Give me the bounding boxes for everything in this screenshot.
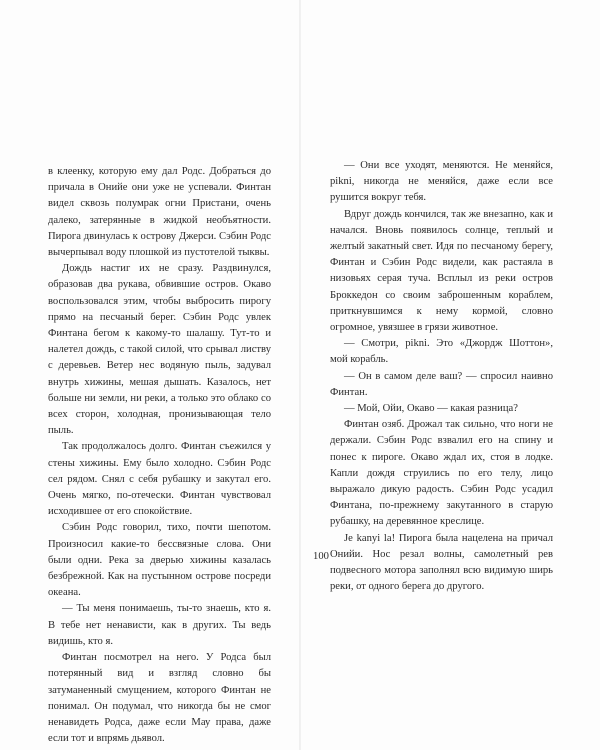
paragraph: — Мой, Ойи, Окаво — какая разница?	[344, 403, 518, 415]
paragraph: Финтан посмотрел на него. У Родса был потерянный вид и взгляд словно бы затуманенный смущением, которого Финтан не понимал. Он подумал, что никогда бы не смог ненавидеть Родса, даже если Мау права, даже если тот и впрямь дьявол.	[48, 652, 271, 745]
paragraph: — Смотри, pikni. Это «Джордж Шоттон», мой корабль.	[330, 338, 553, 366]
page-number: 100	[313, 551, 329, 562]
paragraph: — Он в самом деле ваш? — спросил наивно Финтан.	[330, 370, 553, 398]
paragraph: в клеенку, которую ему дал Родс. Добраться до причала в Онийе они уже не успевали. Финтан видел сквозь полумрак огни Пристани, очень далеко, затерянные в жидкой необъятности. Пирога двинулась к острову Джерси. Сэбин Родс вычерпывал воду плошкой из пустотелой тыквы.	[48, 166, 271, 259]
paragraph: Дождь настиг их не сразу. Раздвинулся, образовав два рукава, обвившие остров. Окаво воспользовался этим, чтобы выбросить пирогу прямо на песчаный берег. Сэбин Родс увлек Финтана бегом к какому-то шалашу. Тут-то и налетел дождь, с такой силой, что срывал листву с деревьев. Ветер нес водяную пыль, задувал внутрь хижины, мешая дышать. Казалось, нет больше ни земли, ни реки, а только это облако со всех сторон, холодная, пронизывающая тело пыль.	[48, 263, 271, 437]
paragraph: — Они все уходят, меняются. Не меняйся, pikni, никогда не меняйся, даже если все рушится вокруг тебя.	[330, 160, 553, 204]
paragraph: Сэбин Родс говорил, тихо, почти шепотом. Произносил какие-то бессвязные слова. Они были одни. Река за дверью хижины казалась безбрежной. Как на пустынном острове посреди океана.	[48, 522, 271, 599]
book-gutter	[299, 0, 301, 750]
paragraph: Je kanyi la! Пирога была нацелена на причал Онийи. Нос резал волны, самолетный рев подвесного мотора заполнял всю видимую ширь реки, от одного берега до другого.	[330, 532, 553, 593]
paragraph: Так продолжалось долго. Финтан съежился у стены хижины. Ему было холодно. Сэбин Родс сел рядом. Снял с себя рубашку и закутал его. Очень мягко, по-отечески. Финтан чувствовал исходившее от его спокойствие.	[48, 441, 271, 518]
right-page	[330, 158, 553, 595]
left-page	[48, 164, 329, 747]
paragraph: Вдруг дождь кончился, так же внезапно, как и начался. Вновь появилось солнце, теплый и желтый закатный свет. Идя по песчаному берегу, Финтан и Сэбин Родс видели, как растаяла в низовьях серая туча. Всплыл из реки остров Броккедон со своим заброшенным кораблем, приткнувшимся к нему кормой, словно огромное, увязшее в грязи животное.	[330, 208, 553, 334]
paragraph: Финтан озяб. Дрожал так сильно, что ноги не держали. Сэбин Родс взвалил его на спину и понес к пироге. Окаво ждал их, стоя в лодке. Капли дождя струились по его телу, лицо выражало дикую радость. Сэбин Родс усадил Финтана, по-прежнему закутанного в старую рубашку, на деревянное креслице.	[330, 419, 553, 528]
paragraph: — Ты меня понимаешь, ты-то знаешь, кто я. В тебе нет ненависти, как в других. Ты ведь видишь, кто я.	[48, 603, 271, 647]
